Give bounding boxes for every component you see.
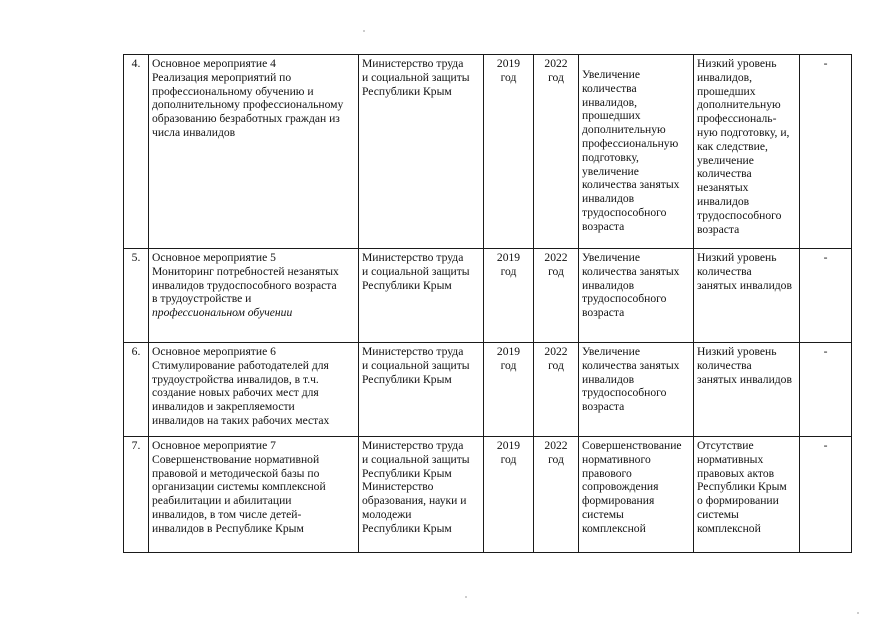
cell-line: 2019: [496, 345, 521, 358]
cell-line: Отсутствие: [697, 439, 754, 452]
cell-line: образования, науки и: [362, 494, 467, 508]
cell-line: инвалидов, в том числе детей-: [152, 507, 302, 521]
cell-line: год: [548, 264, 564, 278]
cell-line: 2022: [544, 439, 568, 452]
measures-table: [123, 54, 852, 553]
cell-line: 2019: [496, 57, 521, 70]
cell-line: Министерство труда: [362, 251, 464, 264]
start-year: [484, 437, 534, 553]
cell-line: год: [500, 358, 517, 372]
consequence: [694, 55, 800, 249]
cell-line: год: [548, 358, 564, 372]
cell-line: занятых инвалидов: [697, 372, 792, 386]
cell-line: год: [548, 70, 564, 84]
end-year: [534, 343, 579, 437]
executor: [359, 55, 484, 249]
cell-line: Основное мероприятие 6: [152, 345, 276, 358]
cell-line: формирования: [582, 494, 655, 508]
cell-line: количества занятых: [582, 358, 680, 372]
start-year: [484, 249, 534, 343]
cell-line: организации системы комплексной: [152, 480, 326, 494]
cell-line: профессиональному обучению и: [152, 84, 314, 98]
cell-line: Республики Крым: [362, 521, 452, 535]
cell-line: Стимулирование работодателей для: [152, 358, 329, 372]
cell-line: инвалидов: [582, 372, 635, 386]
expected-result-block: [582, 57, 690, 234]
link-indicator: -: [800, 55, 852, 249]
cell-line: Мониторинг потребностей незанятых: [152, 264, 339, 278]
cell-line: 2022: [544, 345, 568, 358]
cell-line: год: [548, 452, 564, 466]
expected-result: [579, 55, 694, 249]
cell-line: количества занятых: [582, 178, 680, 192]
start-year: [484, 55, 534, 249]
cell-line: год: [500, 264, 517, 278]
expected-result: [579, 249, 694, 343]
row-number: 4.: [124, 55, 149, 249]
cell-line: количества занятых: [582, 264, 680, 278]
cell-line: инвалидов трудоспособного возраста: [152, 278, 337, 292]
cell-line: создание новых рабочих мест для: [152, 386, 319, 400]
scan-speck: [857, 612, 859, 614]
cell-line: 2022: [544, 57, 568, 70]
cell-line: Основное мероприятие 5: [152, 251, 276, 264]
end-year: [534, 437, 579, 553]
cell-line: как следствие,: [697, 139, 768, 153]
cell-line: возраста: [582, 306, 625, 320]
cell-line: Министерство труда: [362, 57, 464, 70]
cell-line: возраста: [697, 222, 740, 236]
cell-line: и социальной защиты: [362, 264, 470, 278]
cell-line: и социальной защиты: [362, 358, 470, 372]
cell-line: инвалидов в Республике Крым: [152, 521, 304, 535]
cell-line: год: [500, 70, 517, 84]
cell-line: реабилитации и абилитации: [152, 494, 292, 508]
cell-line: Республики Крым: [697, 480, 787, 494]
cell-line: подготовку,: [582, 150, 639, 164]
cell-line: системы: [697, 507, 739, 521]
cell-line: нормативных: [697, 452, 764, 466]
cell-line: трудоспособного: [582, 292, 667, 306]
cell-line: трудоустройства инвалидов, в т.ч.: [152, 372, 319, 386]
cell-line: инвалидов и закрепляемости: [152, 400, 295, 414]
scan-speck: [363, 30, 365, 32]
cell-line: Республики Крым: [362, 84, 452, 98]
cell-line: Низкий уровень: [697, 345, 777, 358]
expected-result: [579, 343, 694, 437]
table-row: [124, 55, 852, 249]
cell-line: Низкий уровень: [697, 251, 777, 264]
cell-line: занятых инвалидов: [697, 278, 792, 292]
table-row: [124, 343, 852, 437]
end-year: [534, 249, 579, 343]
cell-line: профессиональную: [582, 136, 679, 150]
cell-line: в трудоустройстве и: [152, 292, 252, 306]
cell-line: дополнительную: [697, 98, 781, 112]
link-indicator: -: [800, 437, 852, 553]
cell-line: трудоспособного: [582, 205, 667, 219]
cell-line: Республики Крым: [362, 372, 452, 386]
cell-line: системы: [582, 507, 624, 521]
cell-line: 2019: [496, 439, 521, 452]
start-year: [484, 343, 534, 437]
cell-line: инвалидов: [582, 192, 635, 206]
cell-line: количества: [697, 358, 752, 372]
link-indicator: -: [800, 343, 852, 437]
table-row: [124, 249, 852, 343]
cell-line: инвалидов,: [582, 95, 638, 109]
cell-line: Совершенствование: [582, 439, 682, 452]
cell-line: сопровождения: [582, 480, 659, 494]
cell-line: Увеличение: [582, 251, 640, 264]
table-row: [124, 437, 852, 553]
cell-line: молодежи: [362, 507, 412, 521]
cell-line: Республики Крым: [362, 466, 452, 480]
cell-line: незанятых: [697, 181, 749, 195]
executor: [359, 437, 484, 553]
measure-title: [149, 437, 359, 553]
consequence: [694, 437, 800, 553]
cell-line: Министерство: [362, 480, 434, 494]
consequence: [694, 343, 800, 437]
row-number: 6.: [124, 343, 149, 437]
cell-line: трудоспособного: [697, 208, 782, 222]
row-number: 7.: [124, 437, 149, 553]
executor: [359, 249, 484, 343]
row-number: 5.: [124, 249, 149, 343]
cell-line: Увеличение: [582, 68, 640, 81]
measure-title-italic: профессиональном обучении: [152, 306, 293, 320]
cell-line: Низкий уровень: [697, 57, 777, 70]
cell-line: правового: [582, 466, 632, 480]
cell-line: дополнительному профессиональному: [152, 98, 344, 112]
cell-line: ную подготовку, и,: [697, 125, 790, 139]
measure-title: [149, 343, 359, 437]
cell-line: Республики Крым: [362, 278, 452, 292]
end-year: [534, 55, 579, 249]
cell-line: правовых актов: [697, 466, 775, 480]
cell-line: и социальной защиты: [362, 452, 470, 466]
cell-line: Увеличение: [582, 345, 640, 358]
cell-line: инвалидов,: [697, 70, 753, 84]
cell-line: возраста: [582, 219, 625, 233]
consequence: [694, 249, 800, 343]
cell-line: Министерство труда: [362, 345, 464, 358]
measure-title: [149, 249, 359, 343]
cell-line: год: [500, 452, 517, 466]
cell-line: инвалидов: [582, 278, 635, 292]
cell-line: 2022: [544, 251, 568, 264]
cell-line: нормативного: [582, 452, 651, 466]
cell-line: и социальной защиты: [362, 70, 470, 84]
cell-line: увеличение: [697, 153, 754, 167]
cell-line: Министерство труда: [362, 439, 464, 452]
table-body: [124, 55, 852, 553]
cell-line: количества: [697, 167, 752, 181]
cell-line: возраста: [582, 400, 625, 414]
cell-line: комплексной: [697, 521, 761, 535]
cell-line: о формировании: [697, 494, 779, 508]
cell-line: инвалидов на таких рабочих местах: [152, 413, 330, 427]
cell-line: трудоспособного: [582, 386, 667, 400]
cell-line: Совершенствование нормативной: [152, 452, 320, 466]
cell-line: Основное мероприятие 7: [152, 439, 276, 452]
cell-line: количества: [582, 81, 637, 95]
cell-line: дополнительную: [582, 123, 666, 137]
cell-line: образованию безработных граждан из: [152, 112, 340, 126]
cell-line: числа инвалидов: [152, 125, 236, 139]
cell-line: увеличение: [582, 164, 639, 178]
scan-speck: [465, 596, 467, 598]
cell-line: комплексной: [582, 521, 646, 535]
measure-title: [149, 55, 359, 249]
cell-line: правовой и методической базы по: [152, 466, 320, 480]
cell-line: прошедших: [582, 109, 641, 123]
link-indicator: -: [800, 249, 852, 343]
cell-line: инвалидов: [697, 194, 750, 208]
cell-line: профессиональ-: [697, 112, 777, 126]
cell-line: Основное мероприятие 4: [152, 57, 276, 70]
cell-line: количества: [697, 264, 752, 278]
cell-line: Реализация мероприятий по: [152, 70, 292, 84]
cell-line: 2019: [496, 251, 521, 264]
executor: [359, 343, 484, 437]
expected-result: [579, 437, 694, 553]
cell-line: прошедших: [697, 84, 756, 98]
